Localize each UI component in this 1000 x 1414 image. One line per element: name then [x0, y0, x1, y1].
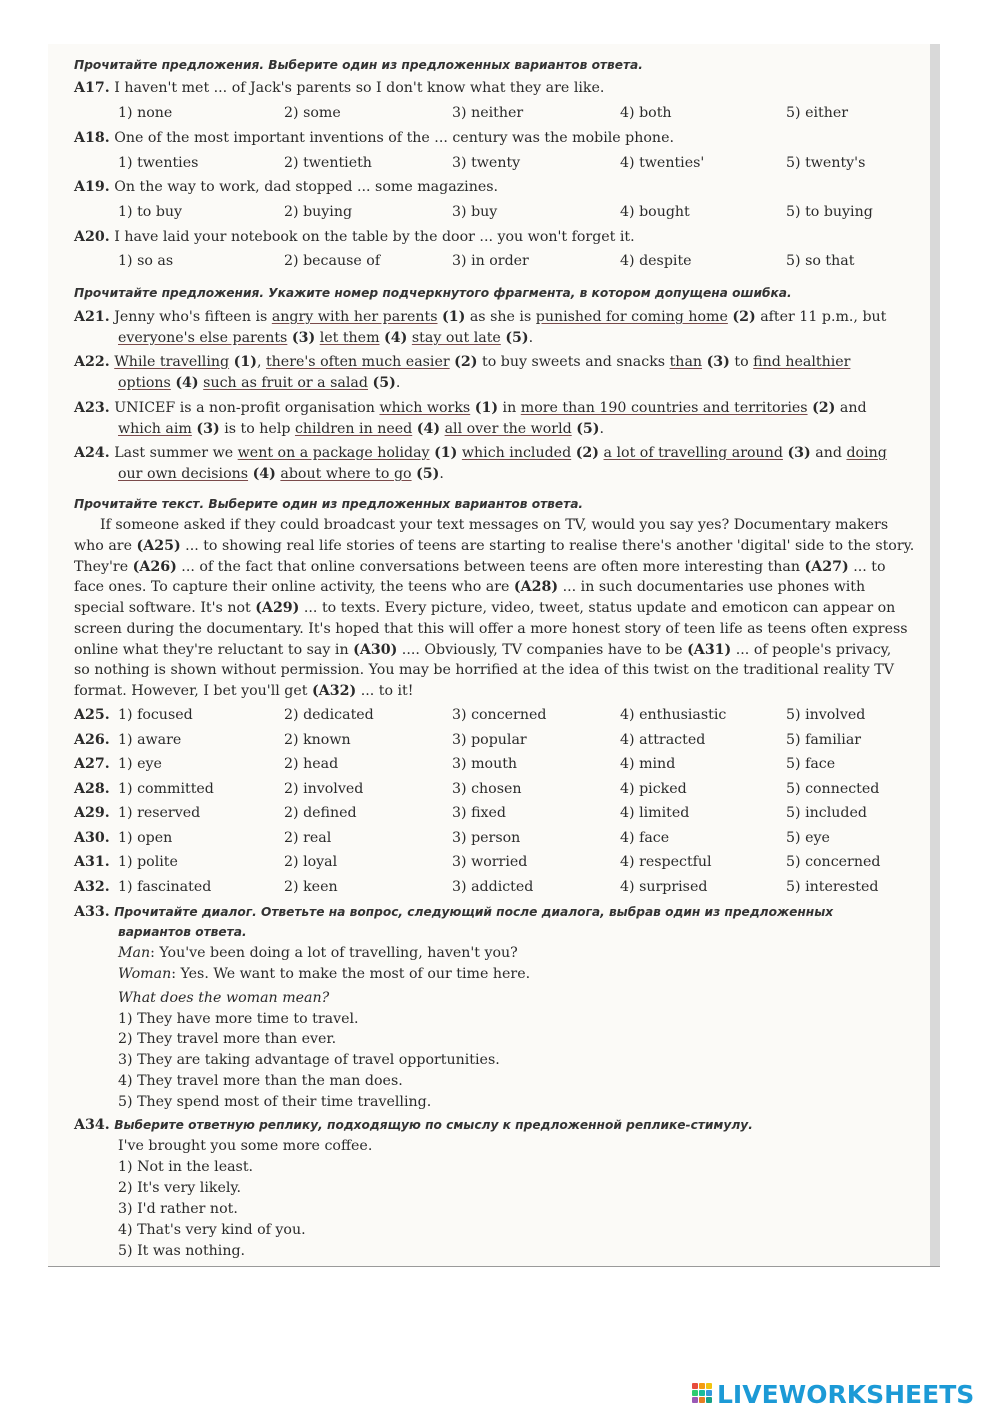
fragment-marker: (3) [706, 354, 730, 370]
option[interactable]: 2) because of [284, 253, 381, 269]
question-number: A29. [74, 805, 110, 821]
option[interactable]: 4) respectful [620, 854, 712, 870]
option[interactable]: 5) connected [786, 781, 880, 797]
option[interactable]: 4) picked [620, 781, 687, 797]
underlined-fragment[interactable]: punished for coming home [535, 309, 728, 325]
option[interactable]: 5) so that [786, 253, 855, 269]
text-fragment: UNICEF is a non-profit organisation [114, 400, 380, 416]
underlined-fragment[interactable]: children in need [294, 421, 413, 437]
question-text: I have laid your notebook on the table by the door ... you won't forget it. [114, 229, 635, 245]
question-a21-line2 [118, 329, 533, 347]
option[interactable]: 2) some [284, 105, 341, 121]
text-fragment: is to help [219, 421, 295, 437]
option[interactable]: 1) committed [118, 781, 214, 797]
option[interactable]: 4) bought [620, 204, 690, 220]
gap-marker: (A30) [353, 642, 398, 658]
fragment-marker: (1) [233, 354, 257, 370]
option[interactable]: 2) known [284, 732, 351, 748]
speaker-text: : Yes. We want to make the most of our time here. [171, 966, 531, 982]
option[interactable]: 2) buying [284, 204, 353, 220]
text-fragment: ... in such documentaries use phones with [558, 579, 866, 595]
text-fragment: and [835, 400, 867, 416]
question-number: A27. [74, 756, 110, 772]
fragment-marker: (4) [175, 375, 199, 391]
option[interactable]: 1) eye [118, 756, 162, 772]
fragment-marker: (3) [291, 330, 316, 346]
option[interactable]: 3) addicted [452, 879, 534, 895]
option[interactable]: 5) twenty's [786, 155, 866, 171]
passage-line: If someone asked if they could broadcast your text messages on TV, would you say yes? Documentary makers [100, 517, 889, 533]
option[interactable]: 4) twenties' [620, 155, 705, 171]
instruction-find-error: Прочитайте предложения. Укажите номер подчеркнутого фрагмента, в котором допущена ошибка. [74, 286, 792, 300]
text-fragment: to [729, 354, 754, 370]
question-a20 [74, 228, 635, 246]
stimulus-line: I've brought you some more coffee. [118, 1138, 373, 1154]
question-text: I haven't met ... of Jack's parents so I don't know what they are like. [114, 80, 605, 96]
option[interactable]: 1) fascinated [118, 879, 212, 895]
option[interactable]: 4) despite [620, 253, 692, 269]
instruction-choose: Прочитайте предложения. Выберите один из предложенных вариантов ответа. [74, 58, 643, 72]
underlined-fragment[interactable]: all over the world [444, 421, 572, 437]
text-fragment: face ones. To capture their online activity, the teens who are [74, 579, 514, 595]
passage-line [74, 682, 413, 700]
option[interactable]: 5) They spend most of their time travelling. [118, 1094, 432, 1110]
option[interactable]: 4) both [620, 105, 672, 121]
question-a24 [74, 444, 887, 462]
dialogue-question: What does the woman mean? [118, 990, 330, 1006]
text-fragment: . [599, 421, 605, 437]
option[interactable]: 2) twentieth [284, 155, 372, 171]
fragment-marker: (5) [372, 375, 396, 391]
option[interactable]: 2) loyal [284, 854, 338, 870]
liveworksheets-logo[interactable] [692, 1380, 974, 1408]
passage-line [74, 558, 886, 576]
option[interactable]: 3) in order [452, 253, 529, 269]
question-a21 [74, 308, 886, 326]
fragment-marker: (1) [474, 400, 499, 416]
instruction-read-text: Прочитайте текст. Выберите один из предложенных вариантов ответа. [74, 497, 584, 511]
question-number: A21. [74, 309, 110, 325]
text-fragment: . [528, 330, 534, 346]
underlined-fragment[interactable]: which aim [118, 421, 192, 437]
dialogue-instruction: Прочитайте диалог. Ответьте на вопрос, следующий после диалога, выбрав один из предложенных [114, 905, 834, 919]
underlined-fragment[interactable]: which included [461, 445, 572, 461]
option[interactable]: 3) mouth [452, 756, 518, 772]
option[interactable]: 5) either [786, 105, 849, 121]
text-fragment: in [498, 400, 521, 416]
text-fragment: and [810, 445, 847, 461]
question-a34 [74, 1116, 753, 1134]
passage-line [74, 578, 865, 596]
passage-line: screen during the documentary. It's hoped that this will offer a more honest story of teen life as teens often express [74, 621, 908, 637]
underlined-fragment[interactable]: such as fruit or a salad [203, 375, 368, 391]
option[interactable]: 3) twenty [452, 155, 521, 171]
underlined-fragment[interactable]: more than 190 countries and territories [520, 400, 808, 416]
underlined-fragment[interactable]: our own decisions [118, 466, 249, 482]
option[interactable]: 5) eye [786, 830, 830, 846]
text-fragment: ... to showing real life stories of teens are starting to realise there's another 'digital' side to the story. [180, 538, 915, 554]
text-fragment: They're [74, 559, 133, 575]
logo-cell [699, 1397, 705, 1403]
option[interactable]: 1) aware [118, 732, 182, 748]
option[interactable]: 5) interested [786, 879, 879, 895]
option[interactable]: 3) person [452, 830, 521, 846]
option[interactable]: 5) to buying [786, 204, 873, 220]
passage-line: so nothing is shown without permission. You may be horrified at the idea of this twist on the traditional reality TV [74, 662, 894, 678]
reply-instruction: Выберите ответную реплику, подходящую по смыслу к предложенной реплике-стимулу. [114, 1118, 753, 1132]
option[interactable]: 1) polite [118, 854, 178, 870]
option[interactable]: 3) buy [452, 204, 498, 220]
fragment-marker: (2) [812, 400, 836, 416]
question-number: A31. [74, 854, 110, 870]
logo-cell [692, 1383, 698, 1389]
speaker-label: Woman [118, 966, 172, 982]
question-number: A18. [74, 130, 110, 146]
option[interactable]: 2) involved [284, 781, 364, 797]
question-a33 [74, 903, 833, 921]
option[interactable]: 2) keen [284, 879, 338, 895]
option[interactable]: 4) mind [620, 756, 676, 772]
option[interactable]: 4) surprised [620, 879, 708, 895]
underlined-fragment[interactable]: find healthier [753, 354, 851, 370]
option[interactable]: 2) It's very likely. [118, 1180, 242, 1196]
question-a19 [74, 178, 498, 196]
question-number: A30. [74, 830, 110, 846]
text-fragment: to buy sweets and snacks [477, 354, 670, 370]
option[interactable]: 5) involved [786, 707, 866, 723]
passage-line [74, 537, 914, 555]
text-fragment: ... of people's privacy, [731, 642, 892, 658]
fragment-marker: (5) [505, 330, 529, 346]
option[interactable]: 5) It was nothing. [118, 1243, 246, 1259]
question-a17 [74, 79, 604, 97]
option[interactable]: 3) fixed [452, 805, 507, 821]
underlined-fragment[interactable]: options [118, 375, 171, 391]
option[interactable]: 4) attracted [620, 732, 706, 748]
question-number: A22. [74, 354, 110, 370]
logo-cell [699, 1383, 705, 1389]
passage-line [74, 641, 891, 659]
text-fragment: format. However, I bet you'll get [74, 683, 312, 699]
underlined-fragment[interactable]: went on a package holiday [237, 445, 430, 461]
option[interactable]: 1) focused [118, 707, 193, 723]
option[interactable]: 2) defined [284, 805, 357, 821]
text-fragment: . [395, 375, 401, 391]
text-fragment: who are [74, 538, 137, 554]
option[interactable]: 2) real [284, 830, 332, 846]
text-fragment: ... to it! [356, 683, 414, 699]
logo-cell [706, 1397, 712, 1403]
option[interactable]: 1) They have more time to travel. [118, 1011, 359, 1027]
option[interactable]: 1) reserved [118, 805, 201, 821]
dialogue-line-woman [118, 965, 530, 983]
option[interactable]: 2) head [284, 756, 339, 772]
question-number: A24. [74, 445, 110, 461]
underlined-fragment[interactable]: which works [379, 400, 471, 416]
text-fragment: special software. It's not [74, 600, 256, 616]
question-number: A32. [74, 879, 110, 895]
underlined-fragment[interactable]: stay out late [411, 330, 501, 346]
question-a22-line2 [118, 374, 400, 392]
question-text: On the way to work, dad stopped ... some magazines. [114, 179, 499, 195]
option[interactable]: 3) chosen [452, 781, 522, 797]
question-a22: A22. While travelling (1), there's often much easier (2) to buy sweets and snacks than (3) to find healthier [74, 354, 851, 370]
text-fragment: Jenny who's fifteen is [114, 309, 272, 325]
logo-text: LIVEWORKSHEETS [717, 1379, 975, 1409]
logo-cell [706, 1383, 712, 1389]
option[interactable]: 5) concerned [786, 854, 881, 870]
dialogue-line-man [118, 944, 518, 962]
option[interactable]: 1) open [118, 830, 173, 846]
underlined-fragment[interactable]: While travelling [114, 354, 230, 370]
text-fragment: online what they're reluctant to say in [74, 642, 354, 658]
gap-marker: (A32) [312, 683, 357, 699]
fragment-marker: (2) [732, 309, 756, 325]
fragment-marker: (3) [196, 421, 220, 437]
question-number: A19. [74, 179, 110, 195]
option[interactable]: 3) worried [452, 854, 528, 870]
fragment-marker: (1) [434, 445, 458, 461]
option[interactable]: 4) limited [620, 805, 690, 821]
logo-cell [699, 1390, 705, 1396]
fragment-marker: (3) [787, 445, 811, 461]
question-a18 [74, 129, 674, 147]
logo-cell [692, 1390, 698, 1396]
text-fragment: . [439, 466, 444, 482]
option[interactable]: 3) popular [452, 732, 527, 748]
gap-marker: (A28) [513, 579, 559, 595]
text-fragment: Last summer we [114, 445, 238, 461]
fragment-marker: (2) [575, 445, 599, 461]
text-fragment: ... to [848, 559, 886, 575]
text-fragment: ... of the fact that online conversations between teens are often more interesting than [176, 559, 805, 575]
option[interactable]: 5) included [786, 805, 867, 821]
gap-marker: (A26) [132, 559, 177, 575]
option[interactable]: 5) face [786, 756, 836, 772]
fragment-marker: (4) [416, 421, 441, 437]
text-fragment: ... to texts. Every picture, video, tweet, status update and emoticon can appear on [299, 600, 896, 616]
option[interactable]: 4) enthusiastic [620, 707, 727, 723]
underlined-fragment[interactable]: about where to go [280, 466, 412, 482]
question-a23-line2 [118, 420, 604, 438]
question-a24-line2 [118, 465, 444, 483]
option[interactable]: 4) They travel more than the man does. [118, 1073, 403, 1089]
option[interactable]: 4) face [620, 830, 670, 846]
liveworksheets-logo-icon [692, 1383, 714, 1405]
logo-cell [692, 1397, 698, 1403]
question-number: A26. [74, 732, 110, 748]
option[interactable]: 2) dedicated [284, 707, 374, 723]
question-number: A20. [74, 229, 110, 245]
option[interactable]: 3) neither [452, 105, 524, 121]
question-number: A25. [74, 707, 110, 723]
option[interactable]: 1) so as [118, 253, 174, 269]
option[interactable]: 1) to buy [118, 204, 183, 220]
question-number: A28. [74, 781, 110, 797]
option[interactable]: 3) I'd rather not. [118, 1201, 238, 1217]
dialogue-instruction-cont: вариантов ответа. [118, 925, 247, 939]
underlined-fragment[interactable]: angry with her parents [271, 309, 438, 325]
gap-marker: (A29) [255, 600, 300, 616]
text-fragment: after 11 p.m., but [755, 309, 887, 325]
underlined-fragment[interactable]: everyone's else parents [118, 330, 288, 346]
underlined-fragment[interactable]: there's often much easier [265, 354, 450, 370]
underlined-fragment[interactable]: doing [846, 445, 887, 461]
gap-marker: (A27) [804, 559, 849, 575]
question-number: A33. [74, 904, 110, 920]
question-text: One of the most important inventions of the ... century was the mobile phone. [114, 130, 674, 146]
gap-marker: (A25) [136, 538, 181, 554]
fragment-marker: (1) [442, 309, 466, 325]
passage-line [74, 599, 895, 617]
option[interactable]: 5) familiar [786, 732, 862, 748]
underlined-fragment[interactable]: a lot of travelling around [603, 445, 783, 461]
speaker-text: : You've been doing a lot of travelling, haven't you? [150, 945, 518, 961]
option[interactable]: 3) They are taking advantage of travel opportunities. [118, 1052, 500, 1068]
option[interactable]: 1) twenties [118, 155, 199, 171]
fragment-marker: (2) [454, 354, 478, 370]
option[interactable]: 1) Not in the least. [118, 1159, 254, 1175]
fragment-marker: (5) [416, 466, 440, 482]
speaker-label: Man [118, 945, 151, 961]
question-a23 [74, 399, 867, 417]
logo-cell [706, 1390, 712, 1396]
text-fragment: as she is [465, 309, 536, 325]
option[interactable]: 4) That's very kind of you. [118, 1222, 306, 1238]
underlined-fragment[interactable]: let them [319, 330, 380, 346]
fragment-marker: (5) [576, 421, 600, 437]
option[interactable]: 2) They travel more than ever. [118, 1031, 337, 1047]
text-fragment: .... Obviously, TV companies have to be [397, 642, 688, 658]
question-number: A34. [74, 1117, 110, 1133]
fragment-marker: (4) [252, 466, 276, 482]
question-number: A23. [74, 400, 110, 416]
underlined-fragment[interactable]: than [669, 354, 703, 370]
option[interactable]: 3) concerned [452, 707, 547, 723]
option[interactable]: 1) none [118, 105, 173, 121]
fragment-marker: (4) [384, 330, 408, 346]
question-number: A17. [74, 80, 110, 96]
gap-marker: (A31) [687, 642, 732, 658]
